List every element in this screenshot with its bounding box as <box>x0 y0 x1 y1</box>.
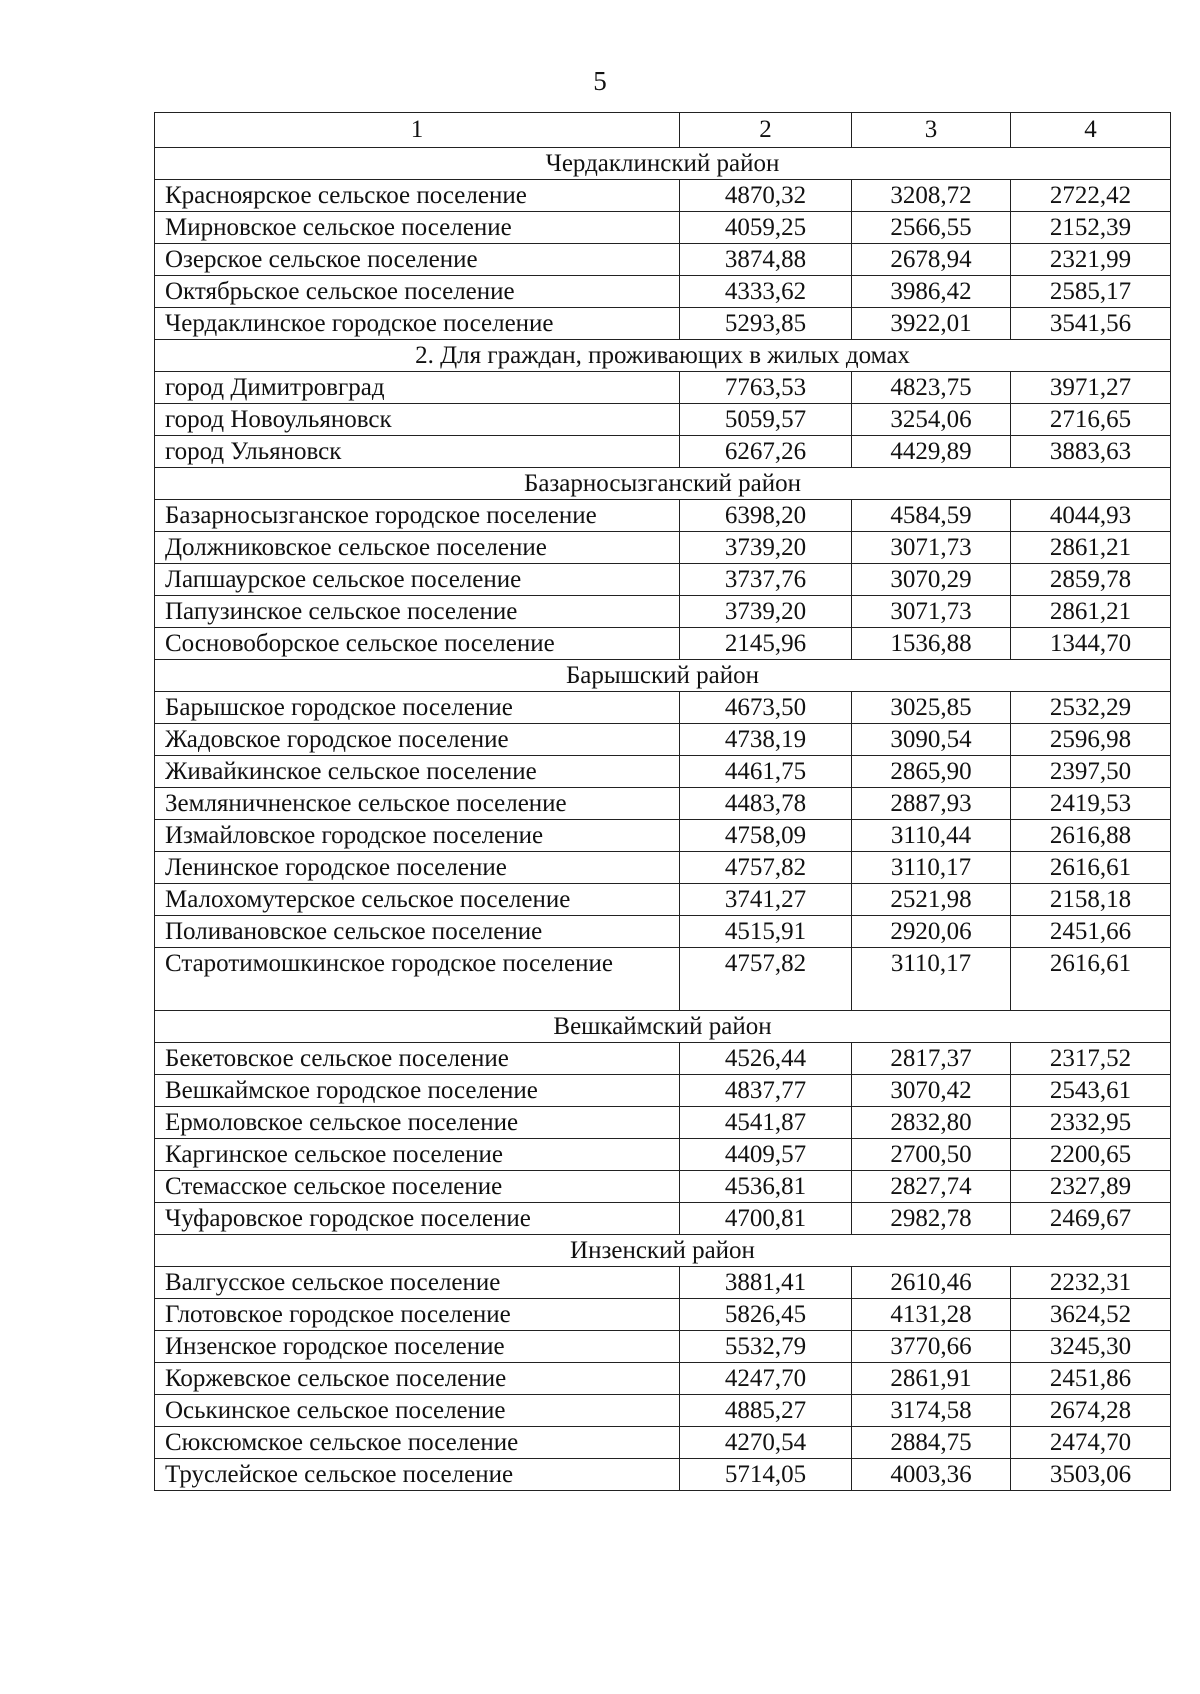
value-col-3-cell: 4823,75 <box>852 372 1011 404</box>
value-col-4-cell: 3503,06 <box>1011 1459 1171 1491</box>
section-title: 2. Для граждан, проживающих в жилых домах <box>155 340 1171 372</box>
settlement-name-cell: Ермоловское сельское поселение <box>155 1107 680 1139</box>
value-col-4-cell: 2861,21 <box>1011 596 1171 628</box>
value-col-2-cell: 6267,26 <box>680 436 852 468</box>
settlement-name-cell: Стемасское сельское поселение <box>155 1171 680 1203</box>
table-row <box>155 500 1171 532</box>
table-row <box>155 308 1171 340</box>
value-col-3-cell: 2865,90 <box>852 756 1011 788</box>
value-col-2-cell: 3741,27 <box>680 884 852 916</box>
value-col-4-cell: 3883,63 <box>1011 436 1171 468</box>
value-col-2-cell: 4333,62 <box>680 276 852 308</box>
settlement-name-cell: Озерское сельское поселение <box>155 244 680 276</box>
settlement-name-cell: Октябрьское сельское поселение <box>155 276 680 308</box>
value-col-3-cell: 2817,37 <box>852 1043 1011 1075</box>
value-col-4-cell: 3971,27 <box>1011 372 1171 404</box>
settlement-name-cell: Красноярское сельское поселение <box>155 180 680 212</box>
value-col-2-cell: 5532,79 <box>680 1331 852 1363</box>
section-row <box>155 660 1171 692</box>
value-col-2-cell: 4270,54 <box>680 1427 852 1459</box>
section-row <box>155 148 1171 180</box>
value-col-3-cell: 3208,72 <box>852 180 1011 212</box>
table-row <box>155 724 1171 756</box>
value-col-3-cell: 2827,74 <box>852 1171 1011 1203</box>
value-col-2-cell: 4757,82 <box>680 948 852 1011</box>
value-col-4-cell: 2616,61 <box>1011 852 1171 884</box>
settlement-name-cell: Малохомутерское сельское поселение <box>155 884 680 916</box>
table-row <box>155 756 1171 788</box>
value-col-4-cell: 2158,18 <box>1011 884 1171 916</box>
table-row <box>155 180 1171 212</box>
value-col-3-cell: 2982,78 <box>852 1203 1011 1235</box>
value-col-3-cell: 3254,06 <box>852 404 1011 436</box>
value-col-2-cell: 4059,25 <box>680 212 852 244</box>
value-col-2-cell: 3739,20 <box>680 532 852 564</box>
value-col-2-cell: 4409,57 <box>680 1139 852 1171</box>
value-col-3-cell: 3922,01 <box>852 308 1011 340</box>
table-row <box>155 1043 1171 1075</box>
value-col-4-cell: 2474,70 <box>1011 1427 1171 1459</box>
value-col-4-cell: 3541,56 <box>1011 308 1171 340</box>
value-col-4-cell: 1344,70 <box>1011 628 1171 660</box>
table-row <box>155 852 1171 884</box>
section-row <box>155 1235 1171 1267</box>
value-col-3-cell: 2521,98 <box>852 884 1011 916</box>
value-col-3-cell: 3110,17 <box>852 948 1011 1011</box>
value-col-3-cell: 3110,44 <box>852 820 1011 852</box>
value-col-2-cell: 5293,85 <box>680 308 852 340</box>
value-col-2-cell: 4885,27 <box>680 1395 852 1427</box>
settlement-name-cell: Лапшаурское сельское поселение <box>155 564 680 596</box>
value-col-3-cell: 3986,42 <box>852 276 1011 308</box>
settlement-name-cell: Каргинское сельское поселение <box>155 1139 680 1171</box>
table-row <box>155 1395 1171 1427</box>
value-col-2-cell: 4541,87 <box>680 1107 852 1139</box>
value-col-3-cell: 3025,85 <box>852 692 1011 724</box>
value-col-4-cell: 2451,66 <box>1011 916 1171 948</box>
value-col-2-cell: 5059,57 <box>680 404 852 436</box>
table-row <box>155 1203 1171 1235</box>
value-col-2-cell: 4536,81 <box>680 1171 852 1203</box>
value-col-4-cell: 2616,88 <box>1011 820 1171 852</box>
settlement-name-cell: Мирновское сельское поселение <box>155 212 680 244</box>
value-col-2-cell: 4870,32 <box>680 180 852 212</box>
tariff-table <box>154 112 1171 1491</box>
settlement-name-cell: город Ульяновск <box>155 436 680 468</box>
value-col-4-cell: 4044,93 <box>1011 500 1171 532</box>
value-col-4-cell: 2317,52 <box>1011 1043 1171 1075</box>
settlement-name-cell: Вешкаймское городское поселение <box>155 1075 680 1107</box>
header-col-4: 4 <box>1011 113 1171 148</box>
value-col-4-cell: 2152,39 <box>1011 212 1171 244</box>
settlement-name-cell: Барышское городское поселение <box>155 692 680 724</box>
header-col-1: 1 <box>155 113 680 148</box>
settlement-name-cell: Папузинское сельское поселение <box>155 596 680 628</box>
settlement-name-cell: Старотимошкинское городское поселение <box>155 948 680 1011</box>
value-col-4-cell: 3624,52 <box>1011 1299 1171 1331</box>
value-col-4-cell: 2469,67 <box>1011 1203 1171 1235</box>
value-col-2-cell: 3881,41 <box>680 1267 852 1299</box>
value-col-3-cell: 3071,73 <box>852 532 1011 564</box>
value-col-4-cell: 2327,89 <box>1011 1171 1171 1203</box>
value-col-2-cell: 4515,91 <box>680 916 852 948</box>
value-col-3-cell: 3070,29 <box>852 564 1011 596</box>
settlement-name-cell: Поливановское сельское поселение <box>155 916 680 948</box>
value-col-2-cell: 4757,82 <box>680 852 852 884</box>
settlement-name-cell: Валгусское сельское поселение <box>155 1267 680 1299</box>
table-row <box>155 692 1171 724</box>
section-title: Барышский район <box>155 660 1171 692</box>
table-row <box>155 564 1171 596</box>
value-col-3-cell: 3070,42 <box>852 1075 1011 1107</box>
value-col-3-cell: 3770,66 <box>852 1331 1011 1363</box>
value-col-3-cell: 1536,88 <box>852 628 1011 660</box>
settlement-name-cell: Жадовское городское поселение <box>155 724 680 756</box>
value-col-2-cell: 4483,78 <box>680 788 852 820</box>
value-col-3-cell: 3174,58 <box>852 1395 1011 1427</box>
table-row <box>155 1139 1171 1171</box>
value-col-3-cell: 2920,06 <box>852 916 1011 948</box>
value-col-2-cell: 4758,09 <box>680 820 852 852</box>
value-col-2-cell: 5714,05 <box>680 1459 852 1491</box>
value-col-2-cell: 3737,76 <box>680 564 852 596</box>
value-col-4-cell: 2585,17 <box>1011 276 1171 308</box>
value-col-3-cell: 4429,89 <box>852 436 1011 468</box>
value-col-4-cell: 2722,42 <box>1011 180 1171 212</box>
table-row <box>155 436 1171 468</box>
value-col-3-cell: 2884,75 <box>852 1427 1011 1459</box>
settlement-name-cell: Глотовское городское поселение <box>155 1299 680 1331</box>
value-col-2-cell: 4700,81 <box>680 1203 852 1235</box>
value-col-2-cell: 3739,20 <box>680 596 852 628</box>
value-col-2-cell: 4461,75 <box>680 756 852 788</box>
value-col-4-cell: 2321,99 <box>1011 244 1171 276</box>
value-col-2-cell: 2145,96 <box>680 628 852 660</box>
section-title: Базарносызганский район <box>155 468 1171 500</box>
value-col-4-cell: 2861,21 <box>1011 532 1171 564</box>
settlement-name-cell: Сосновоборское сельское поселение <box>155 628 680 660</box>
table-row <box>155 1267 1171 1299</box>
section-title: Чердаклинский район <box>155 148 1171 180</box>
section-title: Инзенский район <box>155 1235 1171 1267</box>
table-row <box>155 1075 1171 1107</box>
value-col-4-cell: 2200,65 <box>1011 1139 1171 1171</box>
value-col-3-cell: 2566,55 <box>852 212 1011 244</box>
settlement-name-cell: Инзенское городское поселение <box>155 1331 680 1363</box>
value-col-4-cell: 2716,65 <box>1011 404 1171 436</box>
table-row <box>155 820 1171 852</box>
table-row <box>155 404 1171 436</box>
settlement-name-cell: Земляничненское сельское поселение <box>155 788 680 820</box>
table-row <box>155 212 1171 244</box>
table-row <box>155 916 1171 948</box>
section-row <box>155 340 1171 372</box>
value-col-4-cell: 2397,50 <box>1011 756 1171 788</box>
value-col-4-cell: 3245,30 <box>1011 1331 1171 1363</box>
table-row <box>155 1299 1171 1331</box>
value-col-3-cell: 3071,73 <box>852 596 1011 628</box>
settlement-name-cell: Сюксюмское сельское поселение <box>155 1427 680 1459</box>
header-col-2: 2 <box>680 113 852 148</box>
table-row <box>155 1331 1171 1363</box>
settlement-name-cell: Живайкинское сельское поселение <box>155 756 680 788</box>
table-row <box>155 628 1171 660</box>
settlement-name-cell: город Новоульяновск <box>155 404 680 436</box>
value-col-2-cell: 4837,77 <box>680 1075 852 1107</box>
value-col-3-cell: 2861,91 <box>852 1363 1011 1395</box>
settlement-name-cell: Чуфаровское городское поселение <box>155 1203 680 1235</box>
header-col-3: 3 <box>852 113 1011 148</box>
table-row <box>155 244 1171 276</box>
settlement-name-cell: Труслейское сельское поселение <box>155 1459 680 1491</box>
table-row <box>155 1427 1171 1459</box>
page-number: 5 <box>593 66 607 96</box>
value-col-2-cell: 3874,88 <box>680 244 852 276</box>
value-col-3-cell: 2610,46 <box>852 1267 1011 1299</box>
table-row <box>155 788 1171 820</box>
value-col-2-cell: 7763,53 <box>680 372 852 404</box>
value-col-4-cell: 2332,95 <box>1011 1107 1171 1139</box>
value-col-2-cell: 5826,45 <box>680 1299 852 1331</box>
table-row <box>155 372 1171 404</box>
table-row <box>155 948 1171 1011</box>
settlement-name-cell: Коржевское сельское поселение <box>155 1363 680 1395</box>
value-col-4-cell: 2543,61 <box>1011 1075 1171 1107</box>
value-col-2-cell: 4738,19 <box>680 724 852 756</box>
value-col-4-cell: 2596,98 <box>1011 724 1171 756</box>
settlement-name-cell: Бекетовское сельское поселение <box>155 1043 680 1075</box>
table-row <box>155 884 1171 916</box>
value-col-4-cell: 2419,53 <box>1011 788 1171 820</box>
table-row <box>155 596 1171 628</box>
value-col-3-cell: 4584,59 <box>852 500 1011 532</box>
table-row <box>155 532 1171 564</box>
section-row <box>155 468 1171 500</box>
table-row <box>155 1459 1171 1491</box>
value-col-3-cell: 4003,36 <box>852 1459 1011 1491</box>
header-row <box>155 113 1171 148</box>
value-col-4-cell: 2674,28 <box>1011 1395 1171 1427</box>
table-row <box>155 1107 1171 1139</box>
settlement-name-cell: Измайловское городское поселение <box>155 820 680 852</box>
value-col-2-cell: 4526,44 <box>680 1043 852 1075</box>
table-row <box>155 276 1171 308</box>
value-col-4-cell: 2451,86 <box>1011 1363 1171 1395</box>
table-row <box>155 1363 1171 1395</box>
settlement-name-cell: Должниковское сельское поселение <box>155 532 680 564</box>
settlement-name-cell: Оськинское сельское поселение <box>155 1395 680 1427</box>
value-col-2-cell: 4673,50 <box>680 692 852 724</box>
section-title: Вешкаймский район <box>155 1011 1171 1043</box>
settlement-name-cell: Чердаклинское городское поселение <box>155 308 680 340</box>
value-col-3-cell: 2832,80 <box>852 1107 1011 1139</box>
value-col-3-cell: 2700,50 <box>852 1139 1011 1171</box>
value-col-4-cell: 2532,29 <box>1011 692 1171 724</box>
value-col-3-cell: 2678,94 <box>852 244 1011 276</box>
section-row <box>155 1011 1171 1043</box>
settlement-name-cell: Ленинское городское поселение <box>155 852 680 884</box>
value-col-2-cell: 4247,70 <box>680 1363 852 1395</box>
value-col-2-cell: 6398,20 <box>680 500 852 532</box>
table-row <box>155 1171 1171 1203</box>
value-col-4-cell: 2616,61 <box>1011 948 1171 1011</box>
value-col-4-cell: 2232,31 <box>1011 1267 1171 1299</box>
value-col-3-cell: 3090,54 <box>852 724 1011 756</box>
settlement-name-cell: город Димитровград <box>155 372 680 404</box>
value-col-4-cell: 2859,78 <box>1011 564 1171 596</box>
value-col-3-cell: 4131,28 <box>852 1299 1011 1331</box>
value-col-3-cell: 2887,93 <box>852 788 1011 820</box>
settlement-name-cell: Базарносызганское городское поселение <box>155 500 680 532</box>
value-col-3-cell: 3110,17 <box>852 852 1011 884</box>
